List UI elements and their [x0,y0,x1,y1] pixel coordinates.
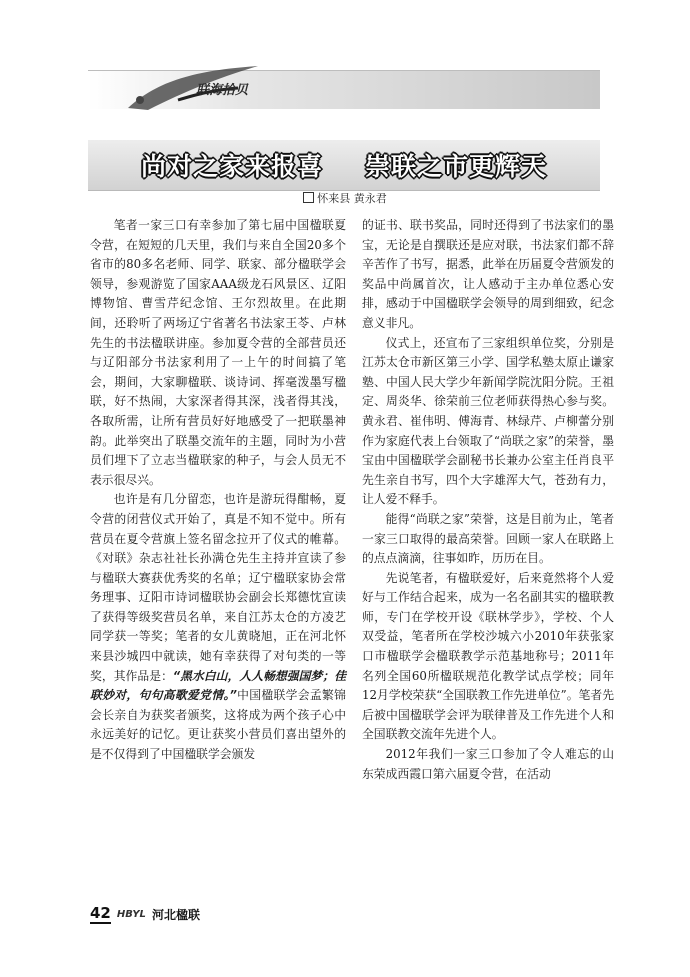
award-couplet-quote: “黑水白山，人人畅想强国梦；佳联妙对，句句高歌爱党情。” [90,668,346,703]
body-column-left [90,216,346,765]
column-label: 联海拾贝 [196,83,249,98]
box-icon [303,192,314,203]
paragraph: 能得“尚联之家”荣誉，这是目前为止，笔者一家三口取得的最高荣誉。回顾一家人在联路上的点点滴滴，往事如昨，历历在目。 [362,511,614,566]
paragraph-text: 也许是有几分留恋，也许是游玩得酣畅，夏令营的闭营仪式开始了，真是不知不觉中。所有营员在夏令营旗上签名留念拉开了仪式的帷幕。《对联》杂志社社长孙满仓先生主持并宣读了参与楹联大赛获优秀奖的名单；辽宁楹联家协会常务理事、辽阳市诗词楹联协会副会长郑德忱宣读了获得等级奖营员名单，来自江苏太仓的方凌艺同学获一等奖；笔者的女儿黄晓旭，正在河北怀来县沙城四中就读，她有幸获得了对句类的一等奖，其作品是： [90,492,346,683]
paragraph: 先说笔者，有楹联爱好，后来竟然将个人爱好与工作结合起来，成为一名名副其实的楹联教师，专门在学校开设《联林学步》，学校、个人双受益，笔者所在学校沙城六小2010年获张家口市楹联学会楹联教学示范基地称号；2011年名列全国60所楹联规范化教学试点学校；同年12月学校荣获“全国联教工作先进单位”。笔者先后被中国楹联学会评为联律普及工作先进个人和全国联教交流年先进个人。 [362,570,614,742]
article-title-part2: 崇联之市更辉天 [365,152,548,181]
paragraph [90,490,346,764]
paragraph-text: 中国楹联学会孟繁锦会长亲自为获奖者颁奖，这将成为两个孩子心中永远美好的记忆。更让获奖小营员们喜出望外的是不仅得到了中国楹联学会颁发 [90,688,346,762]
page-footer [90,904,200,924]
body-column-right [362,216,614,784]
paragraph: 的证书、联书奖品，同时还得到了书法家们的墨宝，无论是自撰联还是应对联，书法家们都不辞辛苦作了书写，据悉，此举在历届夏令营颁发的奖品中尚属首次，让人感动于主办单位悉心安排，感动于中国楹联学会领导的周到细致，纪念意义非凡。 [362,218,614,330]
magazine-name: 河北楹联 [151,907,200,922]
magazine-logo: HBYL [116,908,146,920]
byline-text: 怀来县 黄永君 [317,192,387,205]
byline [0,190,690,206]
paragraph: 仪式上，还宣布了三家组织单位奖，分别是江苏太仓市新区第三小学、国学私塾太原止谦家塾、中国人民大学少年新闻学院沈阳分院。王祖定、周炎华、徐荣前三位老师获得热心参与奖。黄永君、崔伟明、傅海青、林绿芹、卢柳蕾分别作为家庭代表上台领取了“尚联之家”的荣誉，墨宝由中国楹联学会副秘书长兼办公室主任肖良平先生亲自书写，四个大字雄浑大气，苍劲有力，让人爱不释手。 [362,335,614,507]
article-title-part1: 尚对之家来报喜 [140,152,323,181]
page-number: 42 [90,904,111,922]
paragraph: 笔者一家三口有幸参加了第七届中国楹联夏令营，在短短的几天里，我们与来自全国20多个省市的80多名老师、同学、联家、部分楹联学会领导，参观游览了国家AAA级龙石风景区、辽阳博物馆、曹雪芹纪念馆、王尔烈故里。在此期间，还聆听了两场辽宁省著名书法家王苓、卢林先生的书法楹联讲座。参加夏令营的全部营员还与辽阳部分书法家利用了一上午的时间搞了笔会，期间，大家聊楹联、谈诗词、挥毫泼墨写楹联，好不热闹，大家深者得其深，浅者得其浅，各取所需，让所有营员好好地感受了一把联墨神韵。此举突出了联墨交流年的主题，同时为小营员们埋下了立志当楹联家的种子，与会人员无不表示很尽兴。 [90,218,346,487]
paragraph: 2012年我们一家三口参加了令人难忘的山东荣成西霞口第六届夏令营，在活动 [362,747,614,781]
article-title [88,147,600,183]
